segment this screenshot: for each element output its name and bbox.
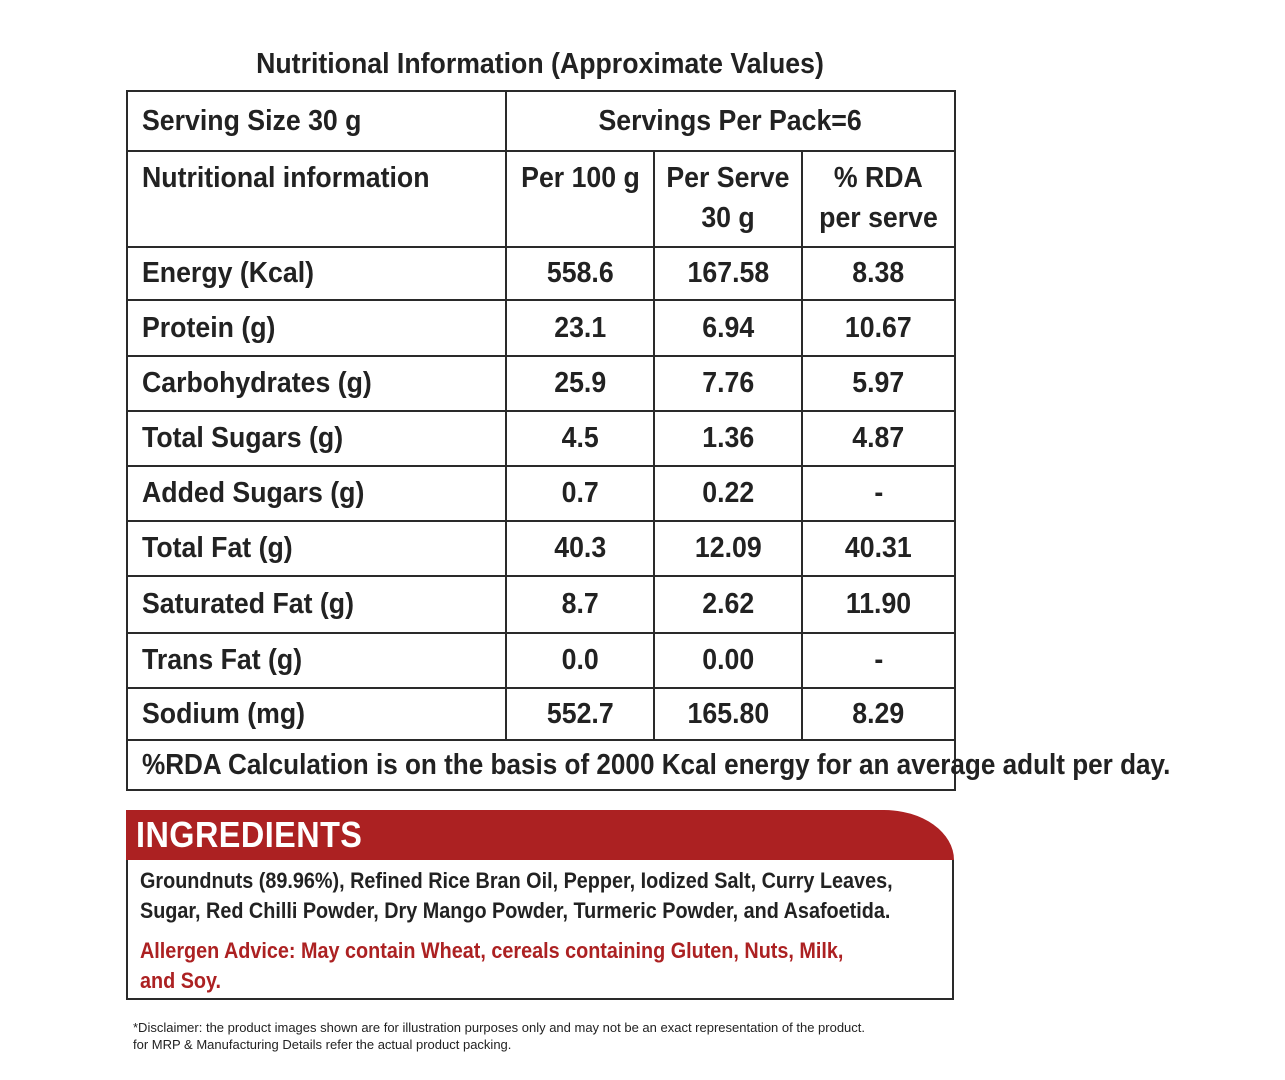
per-serve-value xyxy=(654,521,802,576)
allergen-advice xyxy=(140,936,950,996)
nutrient-name xyxy=(127,411,506,466)
per-serve-value xyxy=(654,688,802,740)
per100-value xyxy=(506,688,654,740)
nutrient-name xyxy=(127,466,506,521)
header-per-serve-line1: Per Serve xyxy=(666,162,790,194)
per100-value-text: 0.0 xyxy=(561,644,599,676)
table-row xyxy=(127,633,955,688)
ingredients-line-2: Sugar, Red Chilli Powder, Dry Mango Powder, Turmeric Powder, and Asafoetida. xyxy=(140,898,891,923)
ingredients-line-1: Groundnuts (89.96%), Refined Rice Bran Oil, Pepper, Iodized Salt, Curry Leaves, xyxy=(140,868,893,893)
rda-value xyxy=(802,411,955,466)
rda-note-row xyxy=(127,740,955,790)
nutrient-name-text: Saturated Fat (g) xyxy=(142,588,354,620)
per100-value-text: 23.1 xyxy=(554,311,606,344)
rda-value-text: 4.87 xyxy=(852,422,905,454)
per100-value-text: 25.9 xyxy=(554,367,606,399)
rda-value-text: 8.29 xyxy=(852,697,905,730)
nutrition-table xyxy=(126,90,1171,791)
nutrient-name-text: Protein (g) xyxy=(142,311,276,344)
per100-value xyxy=(506,576,654,633)
nutrient-name xyxy=(127,688,506,740)
per100-value xyxy=(506,300,654,356)
header-rda-line2: per serve xyxy=(819,202,938,234)
table-row xyxy=(127,521,955,576)
ingredients-box xyxy=(126,860,954,1000)
per100-value-text: 558.6 xyxy=(546,257,614,289)
nutrient-name-text: Total Fat (g) xyxy=(142,532,293,564)
serving-size-cell xyxy=(127,91,506,151)
rda-value-text: 40.31 xyxy=(845,532,912,564)
nutrient-name-text: Energy (Kcal) xyxy=(142,257,314,289)
rda-value xyxy=(802,356,955,411)
per100-value xyxy=(506,356,654,411)
per100-value-text: 4.5 xyxy=(561,422,599,454)
header-per100 xyxy=(506,151,654,247)
per-serve-value-text: 165.80 xyxy=(687,697,769,730)
nutrient-name xyxy=(127,576,506,633)
nutrient-name-text: Carbohydrates (g) xyxy=(142,367,372,399)
servings-per-pack: Servings Per Pack=6 xyxy=(598,104,863,137)
nutrient-name xyxy=(127,521,506,576)
rda-value-text: - xyxy=(874,477,883,509)
serving-size: Serving Size 30 g xyxy=(142,104,362,137)
per-serve-value xyxy=(654,247,802,300)
table-row xyxy=(127,688,955,740)
table-row xyxy=(127,466,955,521)
per-serve-value-text: 7.76 xyxy=(702,367,754,399)
rda-value-text: 5.97 xyxy=(852,367,905,399)
header-rda xyxy=(802,151,955,247)
per-serve-value xyxy=(654,633,802,688)
table-row xyxy=(127,300,955,356)
per100-value xyxy=(506,521,654,576)
rda-value xyxy=(802,633,955,688)
ingredients-list xyxy=(140,866,950,926)
nutrient-name xyxy=(127,300,506,356)
header-row xyxy=(127,151,955,247)
allergen-line-2: and Soy. xyxy=(140,968,222,993)
rda-value-text: - xyxy=(874,644,883,676)
nutrient-name-text: Sodium (mg) xyxy=(142,697,306,730)
rda-value xyxy=(802,247,955,300)
nutrition-title: Nutritional Information (Approximate Values) xyxy=(256,48,824,80)
per-serve-value-text: 0.22 xyxy=(702,477,754,509)
servings-per-pack-cell xyxy=(506,91,955,151)
rda-value-text: 11.90 xyxy=(845,588,912,620)
table-row xyxy=(127,576,955,633)
header-rda-line1: % RDA xyxy=(834,162,923,194)
per-serve-value xyxy=(654,411,802,466)
rda-value xyxy=(802,300,955,356)
per-serve-value-text: 12.09 xyxy=(694,532,762,564)
nutrient-name xyxy=(127,356,506,411)
rda-value-text: 10.67 xyxy=(845,311,912,344)
per100-value-text: 40.3 xyxy=(554,532,606,564)
serving-row xyxy=(127,91,955,151)
rda-value xyxy=(802,688,955,740)
disclaimer-line-1: *Disclaimer: the product images shown are for illustration purposes only and may not be an exact representation of the product. xyxy=(133,1020,866,1035)
rda-value xyxy=(802,576,955,633)
ingredients-header xyxy=(126,810,954,860)
per100-value-text: 8.7 xyxy=(561,588,599,620)
table-row xyxy=(127,411,955,466)
per100-value xyxy=(506,466,654,521)
nutrient-name-text: Trans Fat (g) xyxy=(142,644,303,676)
header-nutrient xyxy=(127,151,506,247)
header-nutrient-label: Nutritional information xyxy=(142,162,430,194)
per-serve-value-text: 167.58 xyxy=(687,257,769,289)
per100-value xyxy=(506,247,654,300)
per100-value xyxy=(506,411,654,466)
rda-value xyxy=(802,521,955,576)
header-per-serve-line2: 30 g xyxy=(701,202,755,234)
per-serve-value-text: 1.36 xyxy=(702,422,754,454)
per100-value-text: 552.7 xyxy=(546,697,614,730)
header-per100-label: Per 100 g xyxy=(520,162,640,194)
nutrient-name-text: Total Sugars (g) xyxy=(142,422,344,454)
per-serve-value xyxy=(654,356,802,411)
per-serve-value-text: 2.62 xyxy=(702,588,754,620)
header-per-serve xyxy=(654,151,802,247)
nutrient-name-text: Added Sugars (g) xyxy=(142,477,365,509)
rda-note xyxy=(127,740,1171,790)
per100-value-text: 0.7 xyxy=(561,477,599,509)
per-serve-value xyxy=(654,466,802,521)
rda-value xyxy=(802,466,955,521)
table-row xyxy=(127,247,955,300)
per-serve-value xyxy=(654,300,802,356)
per100-value xyxy=(506,633,654,688)
rda-note-text: %RDA Calculation is on the basis of 2000 Kcal energy for an average adult per day. xyxy=(142,748,1171,781)
table-row xyxy=(127,356,955,411)
nutrient-name xyxy=(127,633,506,688)
nutrient-name xyxy=(127,247,506,300)
rda-value-text: 8.38 xyxy=(852,257,905,289)
disclaimer xyxy=(133,1019,1033,1053)
disclaimer-line-2: for MRP & Manufacturing Details refer the actual product packing. xyxy=(133,1037,512,1052)
per-serve-value xyxy=(654,576,802,633)
ingredients-heading: INGREDIENTS xyxy=(136,814,363,855)
allergen-line-1: Allergen Advice: May contain Wheat, cereals containing Gluten, Nuts, Milk, xyxy=(140,938,844,963)
per-serve-value-text: 0.00 xyxy=(702,644,754,676)
per-serve-value-text: 6.94 xyxy=(702,311,754,344)
